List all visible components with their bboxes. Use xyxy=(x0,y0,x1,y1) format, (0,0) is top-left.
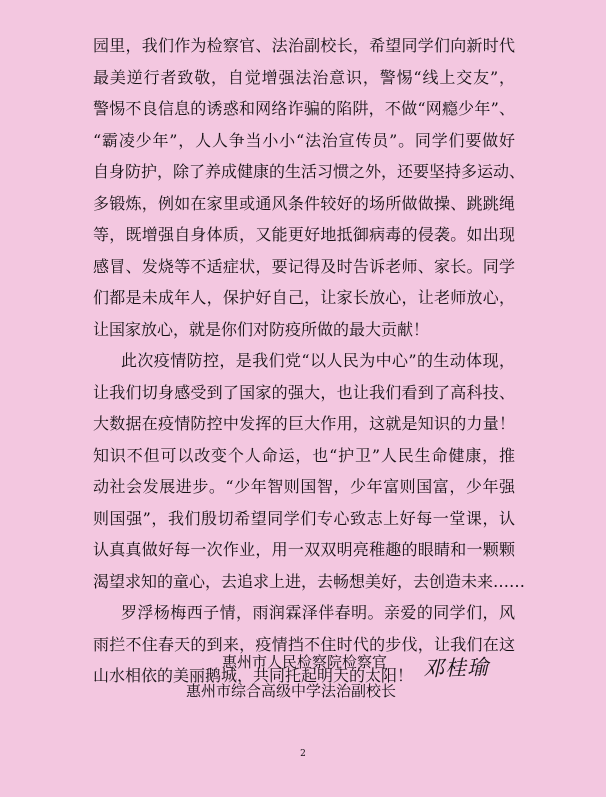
text-line: 让我们切身感受到了国家的强大，也让我们看到了高科技、 xyxy=(93,382,515,402)
text-line: 则国强”，我们殷切希望同学们专心致志上好每一堂课，认 xyxy=(93,508,515,528)
text-line: 山水相依的美丽鹅城，共同托起明天的太阳！ xyxy=(93,666,414,685)
text-line: 们都是未成年人，保护好自己，让家长放心，让老师放心， xyxy=(93,288,515,307)
text-line: 认真真做好每一次作业，用一双双明亮稚趣的眼睛和一颗颗 xyxy=(93,540,515,559)
text-line: 让国家放心，就是你们对防疫所做的最大贡献！ xyxy=(93,319,430,339)
text-line: 罗浮杨梅西子情，雨润霖泽伴春明。亲爱的同学们，风 xyxy=(121,603,515,622)
text-line: 多锻炼，例如在家里或通风条件较好的场所做做操、跳跳绳 xyxy=(93,193,515,213)
text-line: “霸凌少年”，人人争当小小“法治宣传员”。同学们要做好 xyxy=(93,130,515,150)
page-number: 2 xyxy=(300,749,306,759)
text-line: 感冒、发烧等不适症状，要记得及时告诉老师、家长。同学 xyxy=(93,256,515,276)
handwritten-signature: 邓桂瑜 xyxy=(422,655,490,681)
text-line: 雨拦不住春天的到来，疫情挡不住时代的步伐，让我们在这 xyxy=(93,634,515,654)
letter-body xyxy=(93,30,526,692)
text-line: 渴望求知的童心，去追求上进，去畅想美好，去创造未来…… xyxy=(93,571,526,591)
text-line: 大数据在疫情防控中发挥的巨大作用，这就是知识的力量！ xyxy=(93,414,515,433)
text-line: 知识不但可以改变个人命运，也“护卫”人民生命健康，推 xyxy=(93,445,515,465)
text-line: 警惕不良信息的诱惑和网络诈骗的陷阱，不做“网瘾少年”、 xyxy=(93,99,515,118)
text-line: 园里，我们作为检察官、法治副校长，希望同学们向新时代 xyxy=(93,36,515,55)
text-line: 动社会发展进步。“少年智则国智，少年富则国富，少年强 xyxy=(93,477,515,496)
signer-title-prosecutor: 惠州市人民检察院检察官 xyxy=(222,653,388,671)
text-line: 自身防护，除了养成健康的生活习惯之外，还要坚持多运动、 xyxy=(93,162,526,181)
text-line: 等，既增强自身体质，又能更好地抵御病毒的侵袭。如出现 xyxy=(93,225,515,244)
text-line: 最美逆行者致敬，自觉增强法治意识，警惕“线上交友”， xyxy=(93,67,515,87)
text-line: 此次疫情防控，是我们党“以人民为中心”的生动体现， xyxy=(121,351,515,370)
signer-title-vice-principal: 惠州市综合高级中学法治副校长 xyxy=(186,682,397,700)
